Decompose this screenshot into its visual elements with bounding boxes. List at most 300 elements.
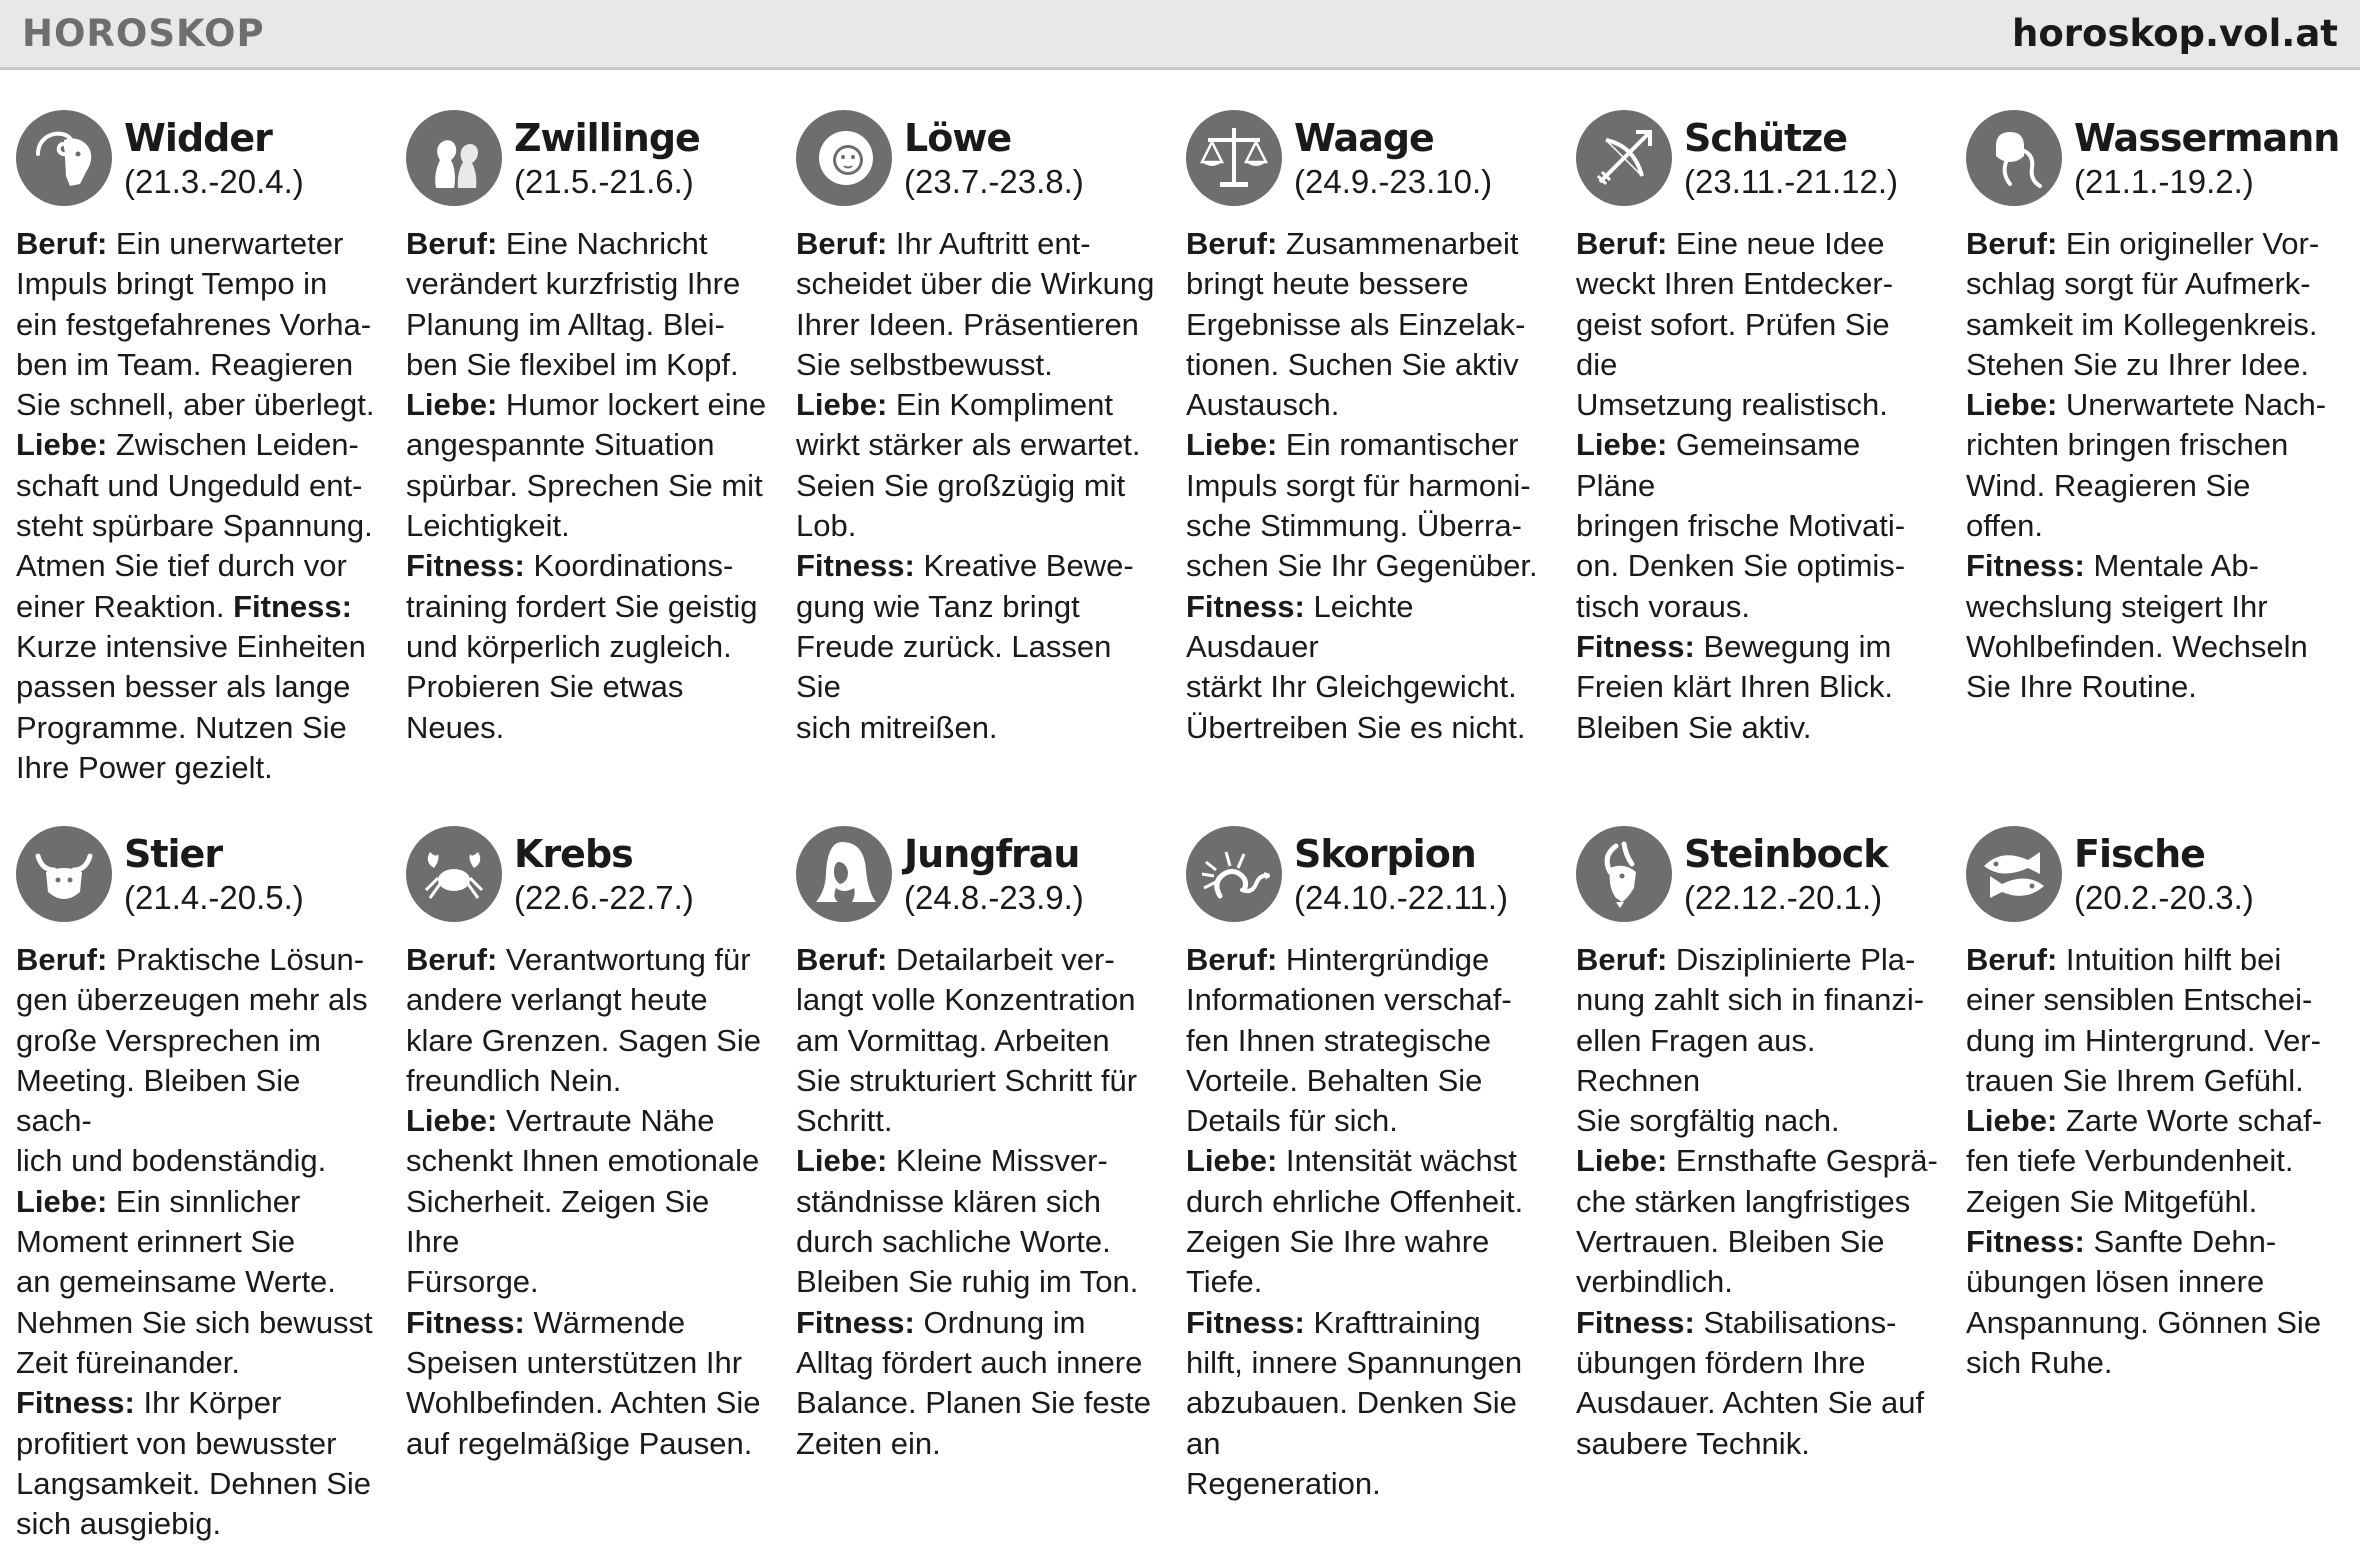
forecast-line (1966, 1061, 2328, 1101)
forecast-line (796, 425, 1158, 465)
forecast-text: Eine Nachricht (497, 226, 708, 261)
forecast-line (16, 1424, 378, 1464)
forecast-text: Stehen Sie zu Ihrer Idee. (1966, 346, 2309, 382)
forecast-line (796, 627, 1158, 708)
forecast-line (16, 264, 378, 304)
forecast-line (1186, 1141, 1548, 1181)
forecast-text: dung im Hintergrund. Ver- (1966, 1022, 2321, 1058)
forecast-line (16, 980, 378, 1020)
forecast-line (1966, 1182, 2328, 1222)
forecast-text: Wohlbefinden. Wechseln (1966, 628, 2308, 664)
forecast-line (1966, 1141, 2328, 1181)
forecast-text: Intuition hilft bei (2057, 942, 2282, 977)
forecast-line (1966, 345, 2328, 385)
forecast-line (1186, 264, 1548, 304)
forecast-text: sche Stimmung. Überra- (1186, 508, 1522, 544)
category-label: Beruf: (16, 226, 108, 261)
forecast-line (1576, 587, 1938, 627)
forecast-line (1186, 1464, 1548, 1504)
forecast-text: Ernsthafte Gesprä- (1667, 1143, 1938, 1179)
forecast-text: Informationen verschaf- (1186, 982, 1512, 1018)
forecast-text: Sie strukturiert Schritt für (796, 1062, 1138, 1098)
forecast-line (1186, 506, 1548, 546)
forecast-text: schaft und Ungeduld ent- (16, 467, 363, 503)
forecast-text: gen überzeugen mehr als (16, 982, 368, 1018)
forecast-text: abzubauen. Denken Sie an (1186, 1385, 1517, 1461)
forecast-text: Regeneration. (1186, 1465, 1381, 1501)
forecast-line (406, 980, 768, 1020)
forecast-line (796, 1021, 1158, 1061)
forecast-text: Vertraute Nähe (497, 1103, 715, 1139)
forecast-text: hilft, innere Spannungen (1186, 1344, 1523, 1380)
forecast-text: Schritt. (796, 1103, 893, 1139)
crab-icon (406, 826, 502, 922)
forecast-line (16, 1222, 378, 1262)
forecast-text: che stärken langfristiges (1576, 1183, 1911, 1219)
sign-forecast (796, 224, 1158, 748)
forecast-text: schlag sorgt für Aufmerk- (1966, 266, 2311, 302)
forecast-text: Bleiben Sie aktiv. (1576, 709, 1812, 745)
forecast-text: Intensität wächst (1277, 1143, 1517, 1179)
forecast-text: Humor lockert eine (497, 387, 767, 423)
forecast-line (1966, 940, 2328, 980)
forecast-text: Ausdauer. Achten Sie auf (1576, 1385, 1925, 1421)
category-label: Liebe: (1186, 1143, 1278, 1179)
forecast-text: nung zahlt sich in finanzi- (1576, 982, 1925, 1018)
forecast-line (1576, 1424, 1938, 1464)
forecast-line (1966, 425, 2328, 465)
category-label: Fitness: (16, 1385, 135, 1421)
forecast-line (1966, 1101, 2328, 1141)
category-label: Fitness: (406, 1304, 525, 1340)
forecast-text: Speisen unterstützen Ihr (406, 1344, 743, 1380)
forecast-text: verbindlich. (1576, 1264, 1733, 1300)
forecast-line (406, 1021, 768, 1061)
category-label: Liebe: (16, 427, 108, 463)
forecast-text: Detailarbeit ver- (887, 942, 1115, 977)
forecast-line (1966, 1021, 2328, 1061)
category-label: Beruf: (406, 226, 498, 261)
forecast-line (406, 940, 768, 980)
forecast-text: Kreative Bewe- (914, 548, 1134, 584)
forecast-line (16, 305, 378, 345)
forecast-line (1966, 305, 2328, 345)
forecast-text: sich ausgiebig. (16, 1506, 222, 1542)
category-label: Beruf: (1966, 942, 2058, 977)
sign-dates: (22.6.-22.7.) (514, 879, 694, 916)
forecast-text: Anspannung. Gönnen Sie (1966, 1304, 2322, 1340)
forecast-text: Freude zurück. Lassen Sie (796, 628, 1112, 705)
category-label: Liebe: (1966, 387, 2058, 423)
forecast-line (796, 506, 1158, 546)
forecast-text: scheidet über die Wirkung (796, 266, 1155, 302)
category-label: Beruf: (16, 942, 108, 977)
forecast-text: passen besser als lange (16, 669, 351, 705)
forecast-line (16, 587, 378, 627)
forecast-line (1186, 1262, 1548, 1302)
category-label: Liebe: (406, 1103, 498, 1139)
forecast-line (16, 1061, 378, 1142)
category-label: Beruf: (1966, 226, 2058, 261)
sign-dates: (21.5.-21.6.) (514, 163, 694, 200)
forecast-line (16, 1464, 378, 1504)
forecast-text: übungen lösen innere (1966, 1264, 2265, 1300)
forecast-line (1966, 627, 2328, 667)
forecast-text: trauen Sie Ihrem Gefühl. (1966, 1062, 2304, 1098)
forecast-line (1186, 940, 1548, 980)
forecast-text: Wohlbefinden. Achten Sie (406, 1385, 761, 1421)
forecast-text: sich mitreißen. (796, 709, 998, 745)
forecast-text: Ihre Power gezielt. (16, 749, 273, 785)
forecast-line (1966, 1343, 2328, 1383)
scorpion-icon (1186, 826, 1282, 922)
sign-dates: (20.2.-20.3.) (2074, 879, 2254, 916)
forecast-text: langt volle Konzentration (796, 982, 1136, 1018)
forecast-text: Übertreiben Sie es nicht. (1186, 709, 1526, 745)
forecast-line (406, 385, 768, 425)
goat-icon (1576, 826, 1672, 922)
forecast-text: Freien klärt Ihren Blick. (1576, 669, 1893, 705)
forecast-text: tisch voraus. (1576, 588, 1751, 624)
forecast-text: am Vormittag. Arbeiten (796, 1022, 1110, 1058)
sign-dates: (21.1.-19.2.) (2074, 163, 2254, 200)
forecast-line (1186, 1061, 1548, 1101)
category-label: Beruf: (1576, 942, 1668, 977)
forecast-text: Zeit füreinander. (16, 1344, 241, 1380)
forecast-text: Leichtigkeit. (406, 508, 570, 544)
forecast-text: Hintergründige (1277, 942, 1490, 977)
forecast-text: Impuls bringt Tempo in (16, 266, 328, 302)
category-label: Liebe: (16, 1183, 108, 1219)
forecast-text: bringen frische Motivati- (1576, 508, 1906, 544)
forecast-line (796, 466, 1158, 506)
forecast-line (1186, 1182, 1548, 1222)
forecast-line (1186, 546, 1548, 586)
sign-name: Wassermann (2074, 116, 2340, 160)
forecast-text: Alltag fördert auch innere (796, 1344, 1143, 1380)
forecast-text: Tiefe. (1186, 1264, 1263, 1300)
forecast-text: große Versprechen im (16, 1022, 321, 1058)
forecast-line (796, 980, 1158, 1020)
forecast-line (1966, 385, 2328, 425)
forecast-line (1576, 425, 1938, 506)
forecast-text: Moment erinnert Sie (16, 1224, 296, 1260)
archer-icon (1576, 110, 1672, 206)
forecast-text: und körperlich zugleich. (406, 628, 732, 664)
category-label: Fitness: (1966, 1224, 2085, 1260)
ram-icon (16, 110, 112, 206)
virgin-icon (796, 826, 892, 922)
forecast-text: Ein origineller Vor- (2057, 226, 2320, 261)
forecast-text: Langsamkeit. Dehnen Sie (16, 1465, 372, 1501)
category-label: Liebe: (796, 387, 888, 423)
sign-forecast (1966, 940, 2328, 1383)
forecast-text: ben Sie flexibel im Kopf. (406, 346, 739, 382)
forecast-text: ben im Team. Reagieren (16, 346, 354, 382)
forecast-line (1186, 1222, 1548, 1262)
forecast-text: Atmen Sie tief durch vor (16, 548, 347, 584)
forecast-line (406, 1424, 768, 1464)
forecast-line (1186, 587, 1548, 668)
forecast-line (406, 1383, 768, 1423)
forecast-text: Zwischen Leiden- (107, 427, 359, 463)
forecast-line (1576, 305, 1938, 386)
forecast-line (1186, 345, 1548, 385)
category-label: Liebe: (796, 1143, 888, 1179)
forecast-text: Impuls sorgt für harmoni- (1186, 467, 1531, 503)
forecast-line (1576, 1021, 1938, 1102)
sign-dates: (22.12.-20.1.) (1684, 879, 1883, 916)
forecast-line (1966, 466, 2328, 547)
forecast-text: Wind. Reagieren Sie offen. (1966, 467, 2251, 544)
forecast-text: Wärmende (524, 1304, 686, 1340)
forecast-text: Stabilisations- (1694, 1304, 1897, 1340)
forecast-text: Ihr Auftritt ent- (887, 226, 1091, 261)
forecast-text: profitiert von bewusster (16, 1425, 337, 1461)
forecast-line (1186, 425, 1548, 465)
category-label: Beruf: (406, 942, 498, 977)
forecast-line (406, 1182, 768, 1263)
forecast-line (16, 667, 378, 707)
forecast-text: einer Reaktion. (16, 588, 234, 624)
forecast-line (16, 1141, 378, 1181)
forecast-line (796, 224, 1158, 264)
forecast-text: Meeting. Bleiben Sie sach- (16, 1062, 301, 1139)
category-label: Liebe: (1576, 427, 1668, 463)
forecast-text: Bewegung im (1694, 628, 1892, 664)
forecast-text: samkeit im Kollegenkreis. (1966, 306, 2318, 342)
forecast-line (796, 1141, 1158, 1181)
sign-dates: (24.10.-22.11.) (1294, 879, 1509, 916)
forecast-text: Sicherheit. Zeigen Sie Ihre (406, 1183, 710, 1260)
category-label: Fitness: (796, 1304, 915, 1340)
forecast-line (1576, 1141, 1938, 1181)
forecast-text: schenkt Ihnen emotionale (406, 1143, 760, 1179)
forecast-text: Zeigen Sie Ihre wahre (1186, 1224, 1490, 1260)
forecast-line (796, 546, 1158, 586)
forecast-line (406, 466, 768, 506)
sign-forecast (406, 224, 768, 748)
forecast-text: durch ehrliche Offenheit. (1186, 1183, 1524, 1219)
category-label: Fitness: (1186, 588, 1305, 624)
forecast-text: stärkt Ihr Gleichgewicht. (1186, 669, 1517, 705)
forecast-text: Balance. Planen Sie feste (796, 1385, 1152, 1421)
category-label: Beruf: (796, 942, 888, 977)
sign-forecast (1186, 940, 1548, 1504)
forecast-line (1186, 1343, 1548, 1383)
sign-name: Skorpion (1294, 832, 1476, 876)
forecast-line (16, 748, 378, 788)
sign-name: Fische (2074, 832, 2205, 876)
forecast-text: steht spürbare Spannung. (16, 508, 373, 544)
sign-forecast (406, 940, 768, 1464)
forecast-line (16, 1262, 378, 1302)
forecast-text: Sie Ihre Routine. (1966, 669, 2197, 705)
sign-name: Widder (124, 116, 272, 160)
sign-name: Löwe (904, 116, 1012, 160)
forecast-text: weckt Ihren Entdecker- (1576, 266, 1894, 302)
forecast-line (796, 1383, 1158, 1423)
forecast-line (796, 1101, 1158, 1141)
forecast-line (16, 1303, 378, 1343)
sign-dates: (21.3.-20.4.) (124, 163, 304, 200)
forecast-line (796, 940, 1158, 980)
forecast-text: Probieren Sie etwas (406, 669, 684, 705)
forecast-text: verändert kurzfristig Ihre (406, 266, 741, 302)
forecast-line (406, 1101, 768, 1141)
sign-dates: (24.8.-23.9.) (904, 879, 1084, 916)
category-label: Beruf: (796, 226, 888, 261)
forecast-text: übungen fördern Ihre (1576, 1344, 1866, 1380)
forecast-text: Umsetzung realistisch. (1576, 387, 1888, 423)
forecast-line (1576, 940, 1938, 980)
forecast-text: lich und bodenständig. (16, 1143, 327, 1179)
forecast-line (1576, 667, 1938, 707)
forecast-text: Ein romantischer (1277, 427, 1519, 463)
forecast-text: bringt heute bessere (1186, 266, 1469, 302)
category-label: Fitness: (796, 548, 915, 584)
forecast-line (1186, 1021, 1548, 1061)
forecast-text: Sie sorgfältig nach. (1576, 1103, 1840, 1139)
forecast-text: Seien Sie großzügig mit (796, 467, 1126, 503)
forecast-line (1186, 1303, 1548, 1343)
forecast-line (1186, 667, 1548, 707)
category-label: Liebe: (406, 387, 498, 423)
site-url[interactable]: horoskop.vol.at (2012, 12, 2338, 55)
forecast-line (1186, 1383, 1548, 1464)
forecast-text: ein festgefahrenes Vorha- (16, 306, 372, 342)
forecast-text: Eine neue Idee (1667, 226, 1885, 261)
forecast-line (1966, 1303, 2328, 1343)
page-title: HOROSKOP (22, 12, 265, 55)
forecast-text: Vertrauen. Bleiben Sie (1576, 1224, 1885, 1260)
category-label: Liebe: (1966, 1103, 2058, 1139)
forecast-text: Zeiten ein. (796, 1425, 941, 1461)
forecast-line (1576, 385, 1938, 425)
forecast-text: wechslung steigert Ihr (1966, 588, 2268, 624)
forecast-text: geist sofort. Prüfen Sie die (1576, 306, 1890, 382)
forecast-text: andere verlangt heute (406, 982, 708, 1018)
forecast-line (406, 264, 768, 304)
forecast-line (1576, 1303, 1938, 1343)
forecast-line (1966, 587, 2328, 627)
sign-forecast (1186, 224, 1548, 748)
category-label: Liebe: (1576, 1143, 1668, 1179)
forecast-text: Planung im Alltag. Blei- (406, 306, 725, 342)
bull-icon (16, 826, 112, 922)
forecast-text: Verantwortung für (497, 942, 751, 977)
header-bar (0, 0, 2360, 70)
forecast-text: Zeigen Sie Mitgefühl. (1966, 1183, 2258, 1219)
forecast-line (16, 506, 378, 546)
forecast-text: Ergebnisse als Einzelak- (1186, 306, 1526, 342)
forecast-line (16, 1021, 378, 1061)
category-label: Beruf: (1186, 226, 1278, 261)
forecast-line (16, 385, 378, 425)
forecast-text: durch sachliche Worte. (796, 1224, 1111, 1260)
forecast-line (16, 708, 378, 748)
forecast-line (1576, 1182, 1938, 1222)
forecast-line (1966, 980, 2328, 1020)
forecast-line (406, 425, 768, 465)
forecast-text: fen tiefe Verbundenheit. (1966, 1143, 2294, 1179)
sign-forecast (1576, 224, 1938, 748)
forecast-text: Ihrer Ideen. Präsentieren (796, 306, 1139, 342)
forecast-text: Unerwartete Nach- (2057, 387, 2327, 423)
forecast-text: angespannte Situation (406, 427, 715, 463)
forecast-line (1186, 980, 1548, 1020)
forecast-line (16, 466, 378, 506)
forecast-text: Programme. Nutzen Sie (16, 709, 347, 745)
forecast-line (1576, 1222, 1938, 1262)
forecast-text: Kurze intensive Einheiten (16, 628, 366, 664)
forecast-text: Sie schnell, aber überlegt. (16, 387, 375, 423)
sign-forecast (796, 940, 1158, 1464)
sign-name: Stier (124, 832, 223, 876)
forecast-text: Ein Kompliment (887, 387, 1114, 423)
forecast-text: Zarte Worte schaf- (2057, 1103, 2323, 1139)
forecast-line (1576, 506, 1938, 546)
forecast-line (16, 425, 378, 465)
forecast-line (16, 224, 378, 264)
forecast-text: Austausch. (1186, 387, 1340, 423)
category-label: Beruf: (1576, 226, 1668, 261)
forecast-text: Leichte Ausdauer (1186, 588, 1414, 664)
forecast-line (1576, 1383, 1938, 1423)
forecast-text: saubere Technik. (1576, 1425, 1810, 1461)
twins-icon (406, 110, 502, 206)
fish-icon (1966, 826, 2062, 922)
forecast-text: sich Ruhe. (1966, 1344, 2113, 1380)
forecast-line (406, 546, 768, 586)
forecast-line (16, 940, 378, 980)
forecast-line (1966, 546, 2328, 586)
forecast-line (796, 1222, 1158, 1262)
sign-name: Schütze (1684, 116, 1848, 160)
forecast-text: Nehmen Sie sich bewusst (16, 1304, 373, 1340)
forecast-line (796, 1303, 1158, 1343)
forecast-text: Neues. (406, 709, 505, 745)
forecast-text: Bleiben Sie ruhig im Ton. (796, 1264, 1139, 1300)
sign-name: Waage (1294, 116, 1434, 160)
forecast-text: Vorteile. Behalten Sie (1186, 1062, 1483, 1098)
sign-dates: (23.7.-23.8.) (904, 163, 1084, 200)
category-label: Fitness: (1576, 628, 1695, 664)
forecast-text: ellen Fragen aus. Rechnen (1576, 1022, 1816, 1098)
forecast-line (406, 1343, 768, 1383)
forecast-text: schen Sie Ihr Gegenüber. (1186, 548, 1538, 584)
forecast-text: klare Grenzen. Sagen Sie (406, 1022, 761, 1058)
sign-forecast (16, 940, 378, 1544)
category-label: Fitness: (1966, 548, 2085, 584)
forecast-text: spürbar. Sprechen Sie mit (406, 467, 763, 503)
forecast-line (1576, 546, 1938, 586)
forecast-line (406, 627, 768, 667)
forecast-text: on. Denken Sie optimis- (1576, 548, 1906, 584)
forecast-line (1966, 1262, 2328, 1302)
forecast-line (796, 587, 1158, 627)
forecast-line (1186, 708, 1548, 748)
forecast-line (796, 305, 1158, 345)
forecast-text: Ein sinnlicher (107, 1183, 301, 1219)
sign-dates: (21.4.-20.5.) (124, 879, 304, 916)
forecast-text: Gemeinsame Pläne (1576, 427, 1861, 503)
forecast-line (796, 1061, 1158, 1101)
forecast-line (406, 305, 768, 345)
category-label: Liebe: (1186, 427, 1278, 463)
category-label: Fitness: (1576, 1304, 1695, 1340)
forecast-line (1576, 708, 1938, 748)
